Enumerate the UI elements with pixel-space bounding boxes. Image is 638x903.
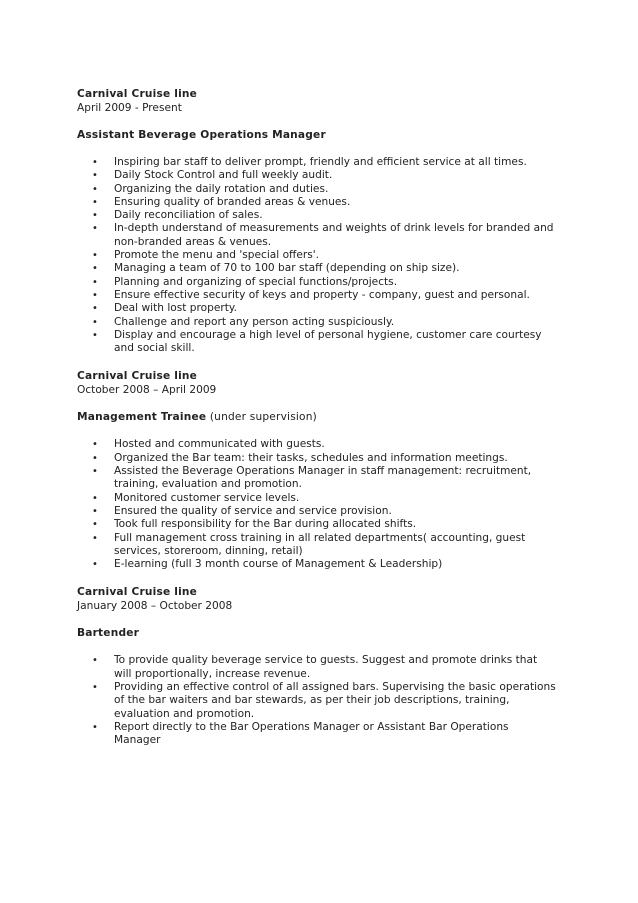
duty-text: In-depth understand of measurements and weights of drink levels for branded and non-branded areas & venues. [114, 222, 554, 248]
duty-item [77, 532, 557, 559]
bullet-icon: • [92, 250, 98, 262]
bullet-icon: • [92, 157, 98, 168]
bullet-icon: • [92, 466, 98, 478]
duty-item [77, 316, 557, 329]
bullet-icon: • [92, 559, 98, 571]
bullet-icon: • [92, 196, 98, 208]
duty-text: Inspiring bar staff to deliver prompt, friendly and efficient service at all times. [114, 156, 527, 168]
duty-text: Report directly to the Bar Operations Manager or Assistant Bar Operations Manager [114, 720, 509, 747]
bullet-icon: • [92, 263, 98, 275]
job-title [77, 128, 557, 142]
duty-text: Monitored customer service levels. [114, 491, 300, 504]
duty-text: Full management cross training in all related departments( accounting, guest services, storeroom, dinning, retail) [114, 531, 526, 557]
bullet-icon: • [92, 492, 98, 504]
duty-item [77, 209, 557, 222]
duty-text: Ensure effective security of keys and property - company, guest and personal. [114, 288, 530, 301]
duties-list [77, 438, 557, 571]
bullet-icon: • [92, 505, 98, 517]
duty-item [77, 183, 557, 196]
bullet-icon: • [92, 655, 98, 667]
duty-item [77, 302, 557, 315]
bullet-icon: • [92, 210, 98, 222]
duty-item [77, 654, 557, 681]
job-title-text: Assistant Beverage Operations Manager [77, 129, 326, 141]
employment-dates: April 2009 - Present [77, 102, 182, 114]
duty-item [77, 558, 557, 571]
company-name: Carnival Cruise line [77, 88, 198, 100]
bullet-icon: • [92, 329, 98, 341]
duty-text: Planning and organizing of special functions/projects. [114, 275, 398, 288]
job-title [77, 626, 557, 640]
bullet-icon: • [92, 452, 98, 464]
duty-item [77, 721, 557, 748]
bullet-icon: • [92, 532, 98, 544]
duty-item [77, 465, 557, 492]
duty-item [77, 452, 557, 465]
job-entry [77, 87, 557, 355]
duty-item [77, 156, 557, 169]
duty-text: Assisted the Beverage Operations Manager in staff management: recruitment, training, evaluation and promotion. [114, 465, 532, 491]
duty-text: Deal with lost property. [114, 302, 237, 315]
duty-item [77, 196, 557, 209]
job-title-text: Bartender [77, 627, 140, 640]
duty-item [77, 518, 557, 531]
duty-item [77, 222, 557, 249]
resume-document [77, 87, 557, 762]
bullet-icon: • [92, 289, 98, 301]
bullet-icon: • [92, 519, 98, 531]
employment-dates: January 2008 – October 2008 [77, 600, 233, 613]
duties-list [77, 156, 557, 355]
duty-item [77, 262, 557, 275]
company-name: Carnival Cruise line [77, 586, 198, 599]
job-title [77, 410, 557, 424]
duty-text: Challenge and report any person acting suspiciously. [114, 315, 395, 328]
duty-text: Ensured the quality of service and service provision. [114, 504, 392, 517]
duty-text: Took full responsibility for the Bar during allocated shifts. [114, 518, 417, 531]
employment-dates: October 2008 – April 2009 [77, 384, 217, 397]
duty-item [77, 289, 557, 302]
duty-text: To provide quality beverage service to guests. Suggest and promote drinks that will proportionally, increase revenue. [114, 654, 538, 680]
duty-item [77, 276, 557, 289]
bullet-icon: • [92, 721, 98, 733]
duty-item [77, 249, 557, 262]
bullet-icon: • [92, 439, 98, 451]
company-name: Carnival Cruise line [77, 370, 198, 383]
bullet-icon: • [92, 682, 98, 694]
duty-item [77, 438, 557, 451]
bullet-icon: • [92, 316, 98, 328]
duty-item [77, 169, 557, 182]
bullet-icon: • [92, 276, 98, 288]
duty-text: Managing a team of 70 to 100 bar staff (depending on ship size). [114, 262, 460, 275]
duty-text: E-learning (full 3 month course of Management & Leadership) [114, 558, 443, 571]
duty-text: Hosted and communicated with guests. [114, 438, 325, 451]
job-entry [77, 369, 557, 571]
duty-item [77, 681, 557, 721]
duty-item [77, 492, 557, 505]
job-title-note: (under supervision) [206, 411, 317, 424]
bullet-icon: • [92, 303, 98, 315]
duty-text: Organized the Bar team: their tasks, schedules and information meetings. [114, 451, 508, 464]
duty-text: Daily Stock Control and full weekly audit. [114, 169, 333, 182]
duty-text: Daily reconciliation of sales. [114, 209, 263, 222]
duty-text: Ensuring quality of branded areas & venues. [114, 195, 351, 208]
duty-item [77, 505, 557, 518]
duty-text: Organizing the daily rotation and duties. [114, 182, 329, 195]
duty-item [77, 329, 557, 356]
job-entry [77, 585, 557, 747]
duty-text: Providing an effective control of all assigned bars. Supervising the basic operations of the bar waiters and bar stewards, as per their job descriptions, training, evaluation and promotion. [114, 681, 556, 720]
bullet-icon: • [92, 183, 98, 195]
duties-list [77, 654, 557, 747]
duty-text: Display and encourage a high level of personal hygiene, customer care courtesy and social skill. [114, 328, 542, 355]
bullet-icon: • [92, 223, 98, 235]
job-title-text: Management Trainee [77, 411, 207, 424]
bullet-icon: • [92, 170, 98, 182]
duty-text: Promote the menu and 'special offers'. [114, 249, 320, 262]
